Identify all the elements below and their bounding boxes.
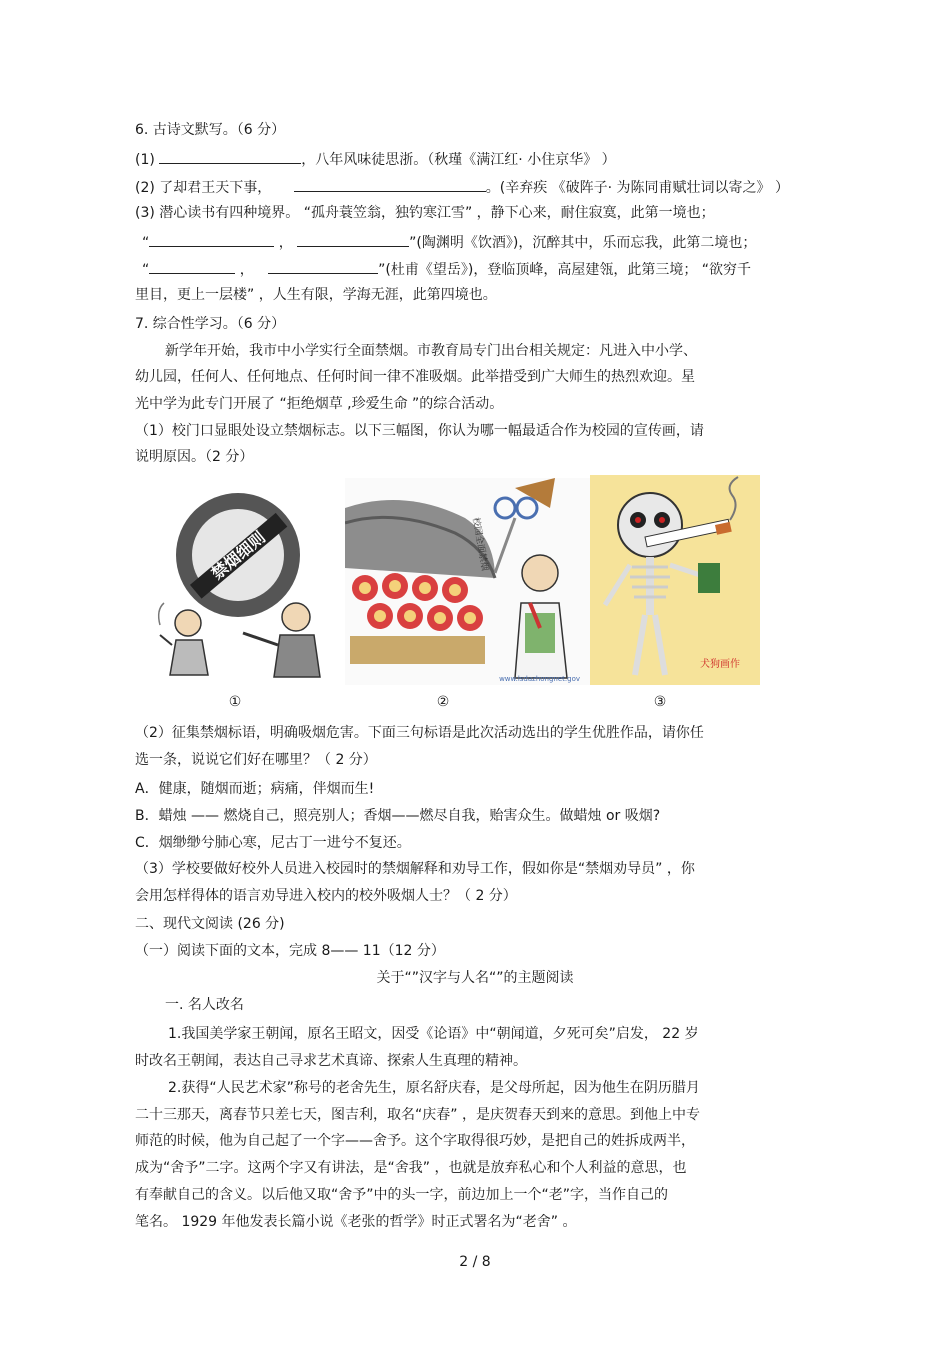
no-smoking-cartoon-3 bbox=[590, 475, 760, 685]
page-number: 2 / 8 bbox=[459, 1254, 491, 1270]
article-2-line-4: 成为“舍予”二字。这两个字又有讲法，是“舍我” ，也就是放弃私心和个人利益的意思，也 bbox=[135, 1160, 687, 1176]
article-1-line-1: 1.我国美学家王朝闻，原名王昭文，因受《论语》中“朝闻道，夕死可矣”启发， 22 岁 bbox=[168, 1026, 699, 1042]
q7-sub2-a: （2）征集禁烟标语，明确吸烟危害。下面三句标语是此次活动选出的学生优胜作品，请你任 bbox=[135, 725, 704, 741]
section-2-subtitle: （一）阅读下面的文本，完成 8—— 11（12 分） bbox=[135, 943, 445, 959]
q6-line-1: (1) ，八年风味徒思浙。（秋瑾《满江红· 小住京华》 ） bbox=[135, 148, 616, 170]
answer-blank[interactable] bbox=[149, 231, 274, 247]
scissors-label: 校园全面禁烟 bbox=[470, 516, 490, 572]
no-smoking-cartoon-2 bbox=[345, 478, 590, 685]
reading-heading: 关于“”汉字与人名“”的主题阅读 bbox=[376, 970, 574, 986]
q7-sub3-a: （3）学校要做好校外人员进入校园时的禁烟解释和劝导工作，假如你是“禁烟劝导员” ，你 bbox=[135, 861, 695, 877]
sign-text: 禁烟细则 bbox=[207, 527, 269, 584]
artist-signature: 犬狗画作 bbox=[700, 659, 740, 670]
option-a: A．健康，随烟而逝；病痛，伴烟而生! bbox=[135, 781, 375, 797]
article-2-line-3: 师范的时候，他为自己起了一个字——舍予。这个字取得很巧妙，是把自己的姓拆成两半， bbox=[135, 1133, 695, 1149]
section-2-title: 二、现代文阅读 (26 分) bbox=[135, 916, 285, 932]
q6-line-5: “ ， ”(杜甫《望岳》)，登临顶峰，高屋建瓴，此第三境； “欲穷千 bbox=[142, 258, 751, 280]
answer-blank[interactable] bbox=[268, 258, 378, 274]
q7-para-1: 新学年开始，我市中小学实行全面禁烟。市教育局专门出台相关规定：凡进入中小学、 bbox=[165, 343, 697, 359]
article-2-line-6: 笔名。 1929 年他发表长篇小说《老张的哲学》时正式署名为“老舍” 。 bbox=[135, 1214, 577, 1230]
q7-sub1-b: 说明原因。（2 分） bbox=[135, 449, 254, 465]
q7-sub2-b: 选一条，说说它们好在哪里？（ 2 分） bbox=[135, 752, 377, 768]
picture-label-1: ① bbox=[228, 694, 242, 710]
article-2-line-1: 2.获得“人民艺术家”称号的老舍先生，原名舒庆春，是父母所起，因为他生在阴历腊月 bbox=[168, 1080, 700, 1096]
q6-title: 6. 古诗文默写。（6 分） bbox=[135, 122, 286, 138]
option-b: B．蜡烛 —— 燃烧自己，照亮别人；香烟——燃尽自我，贻害众生。做蜡烛 or 吸烟? bbox=[135, 808, 661, 824]
q6-line-3: (3) 潜心读书有四种境界。 “孤舟蓑笠翁，独钓寒江雪” ，静下心来，耐住寂寞，此第一境也； bbox=[135, 205, 715, 221]
q6-line-4: “ ， ”(陶渊明《饮酒》)，沉醉其中，乐而忘我，此第二境也； bbox=[142, 231, 756, 253]
q6-line-2: (2) 了却君王天下事， 。(辛弃疾 《破阵子· 为陈同甫赋壮词以寄之》 ） bbox=[135, 176, 789, 198]
article-2-line-5: 有奉献自己的含义。以后他又取“舍予”中的头一字，前边加上一个“老”字，当作自己的 bbox=[135, 1187, 669, 1203]
option-c: C．烟缈缈兮肺心寒，尼古丁一进兮不复还。 bbox=[135, 835, 411, 851]
article-1-line-2: 时改名王朝闻，表达自己寻求艺术真谛、探索人生真理的精神。 bbox=[135, 1053, 527, 1069]
subheading-name-change: 一. 名人改名 bbox=[165, 997, 244, 1013]
no-smoking-cartoon-1 bbox=[148, 485, 343, 685]
q6-line-6: 里目，更上一层楼” ，人生有限，学海无涯，此第四境也。 bbox=[135, 287, 497, 303]
answer-blank[interactable] bbox=[149, 258, 235, 274]
source-url: www.lsdazhongnet.gov bbox=[499, 675, 580, 683]
picture-label-2: ② bbox=[436, 694, 450, 710]
answer-blank[interactable] bbox=[297, 231, 409, 247]
q7-para-2: 幼儿园，任何人、任何地点、任何时间一律不准吸烟。此举措受到广大师生的热烈欢迎。星 bbox=[135, 369, 695, 385]
answer-blank[interactable] bbox=[159, 148, 301, 164]
article-2-line-2: 二十三那天，离春节只差七天，图吉利，取名“庆春” ，是庆贺春天到来的意思。到他上中专 bbox=[135, 1107, 700, 1123]
q7-sub1-a: （1）校门口显眼处设立禁烟标志。以下三幅图，你认为哪一幅最适合作为校园的宣传画，请 bbox=[135, 423, 704, 439]
q7-para-3: 光中学为此专门开展了 “拒绝烟草 ,珍爱生命 ”的综合活动。 bbox=[135, 396, 504, 412]
q7-sub3-b: 会用怎样得体的语言劝导进入校内的校外吸烟人士？（ 2 分） bbox=[135, 888, 517, 904]
q7-title: 7. 综合性学习。（6 分） bbox=[135, 316, 286, 332]
picture-label-3: ③ bbox=[653, 694, 667, 710]
answer-blank[interactable] bbox=[294, 176, 486, 192]
